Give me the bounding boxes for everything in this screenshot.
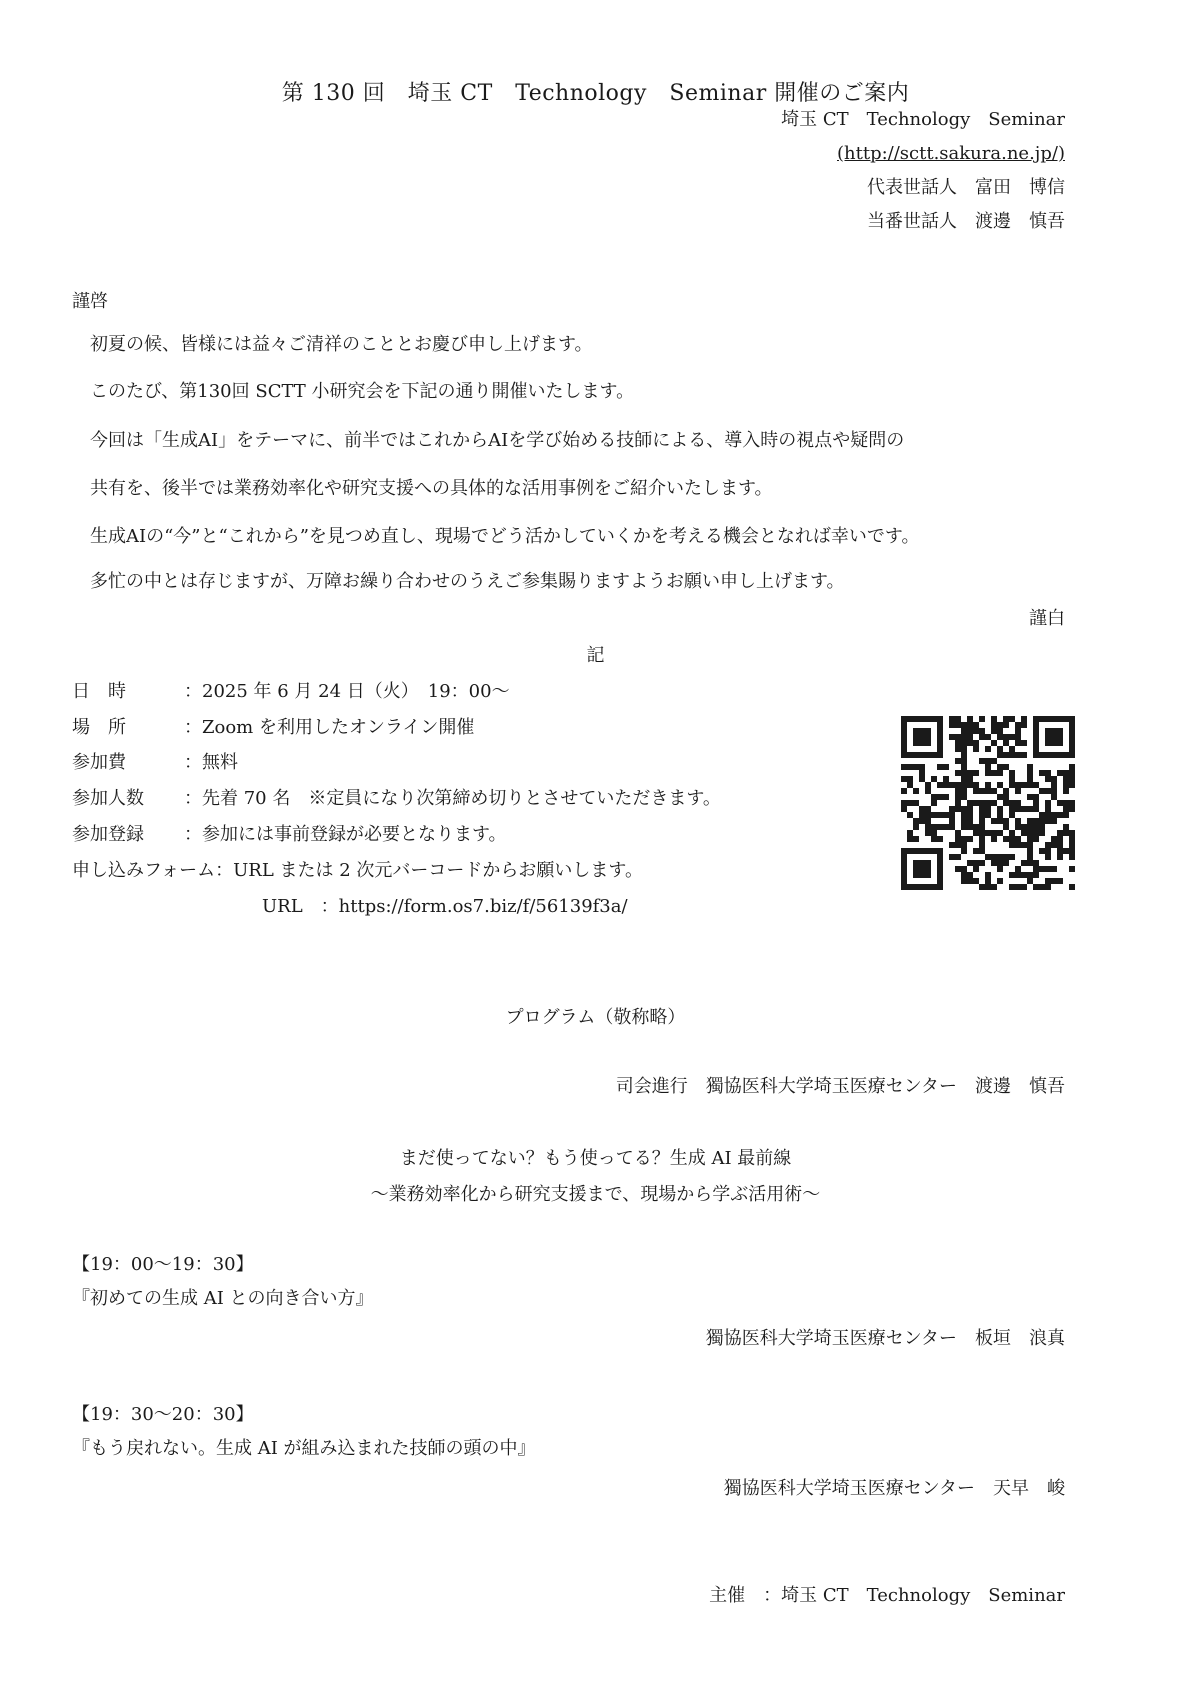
organizer-block	[781, 103, 1065, 239]
detail-registration-value: ：参加には事前登録が必要となります。	[184, 824, 507, 845]
detail-fee-value: ：無料	[184, 752, 238, 773]
detail-count-value: ：先着 70 名 ※定員になり次第締め切りとさせていただきます。	[184, 788, 721, 809]
greeting-close: 謹白	[1029, 608, 1065, 629]
host: 主催 ：埼玉 CT Technology Seminar	[709, 1585, 1065, 1606]
organizer-name: 埼玉 CT Technology Seminar	[781, 109, 1065, 130]
detail-count-label: 参加人数	[72, 788, 144, 809]
detail-place-label: 場 所	[72, 717, 126, 738]
program-mc: 司会進行 獨協医科大学埼玉医療センター 渡邊 慎吾	[615, 1076, 1065, 1097]
detail-place	[72, 713, 474, 739]
detail-form-url[interactable]: URL ：https://form.os7.biz/f/56139f3a/	[262, 896, 628, 917]
greeting-open: 謹啓	[72, 291, 108, 312]
detail-fee-label: 参加費	[72, 752, 126, 773]
session-1-time: 【19：00〜19：30】	[72, 1254, 254, 1275]
greeting-paragraph-2: このたび、第130回 SCTT 小研究会を下記の通り開催いたします。	[90, 381, 635, 402]
program-heading: プログラム（敬称略）	[505, 1007, 686, 1028]
session-1-speaker: 獨協医科大学埼玉医療センター 板垣 浪真	[705, 1328, 1065, 1349]
document-title: 第 130 回 埼玉 CT Technology Seminar 開催のご案内	[281, 81, 910, 106]
session-1-title: 『初めての生成 AI との向き合い方』	[72, 1288, 374, 1309]
detail-fee	[72, 748, 238, 774]
session-2-speaker: 獨協医科大学埼玉医療センター 天早 峻	[723, 1478, 1065, 1499]
detail-place-value: ：Zoom を利用したオンライン開催	[184, 717, 475, 738]
detail-form-line: 申し込みフォーム：URL または 2 次元バーコードからお願いします。	[72, 860, 643, 881]
representative: 代表世話人 富田 博信	[867, 177, 1065, 198]
greeting-paragraph-5: 多忙の中とは存じますが、万障お繰り合わせのうえご参集賜りますようお願い申し上げます。	[90, 571, 845, 592]
organizer-url[interactable]: (http://sctt.sakura.ne.jp/)	[837, 143, 1065, 164]
greeting-paragraph-3a: 今回は「生成AI」をテーマに、前半ではこれからAIを学び始める技師による、導入時の視点や疑問の	[90, 430, 905, 451]
session-2-title: 『もう戻れない。生成 AI が組み込まれた技師の頭の中』	[72, 1438, 536, 1459]
detail-date	[72, 677, 510, 703]
program-theme-subtitle: 〜業務効率化から研究支援まで、現場から学ぶ活用術〜	[370, 1184, 821, 1205]
detail-date-value: ：2025 年 6 月 24 日（火） 19：00〜	[184, 681, 510, 702]
detail-registration-label: 参加登録	[72, 824, 144, 845]
session-2-time: 【19：30〜20：30】	[72, 1404, 254, 1425]
greeting-paragraph-1: 初夏の候、皆様には益々ご清祥のこととお慶び申し上げます。	[90, 334, 593, 355]
detail-date-label: 日 時	[72, 681, 126, 702]
qr-code-icon[interactable]	[901, 716, 1075, 890]
detail-count	[72, 784, 721, 810]
duty-organizer: 当番世話人 渡邊 慎吾	[867, 211, 1065, 232]
program-theme-title: まだ使ってない？もう使ってる？生成 AI 最前線	[399, 1148, 792, 1169]
ki-heading: 記	[586, 645, 605, 666]
greeting-paragraph-3b: 共有を、後半では業務効率化や研究支援への具体的な活用事例をご紹介いたします。	[90, 478, 773, 499]
detail-registration	[72, 820, 507, 846]
greeting-paragraph-4: 生成AIの“今”と“これから”を見つめ直し、現場でどう活かしていくかを考える機会となれば幸いです。	[90, 526, 920, 547]
